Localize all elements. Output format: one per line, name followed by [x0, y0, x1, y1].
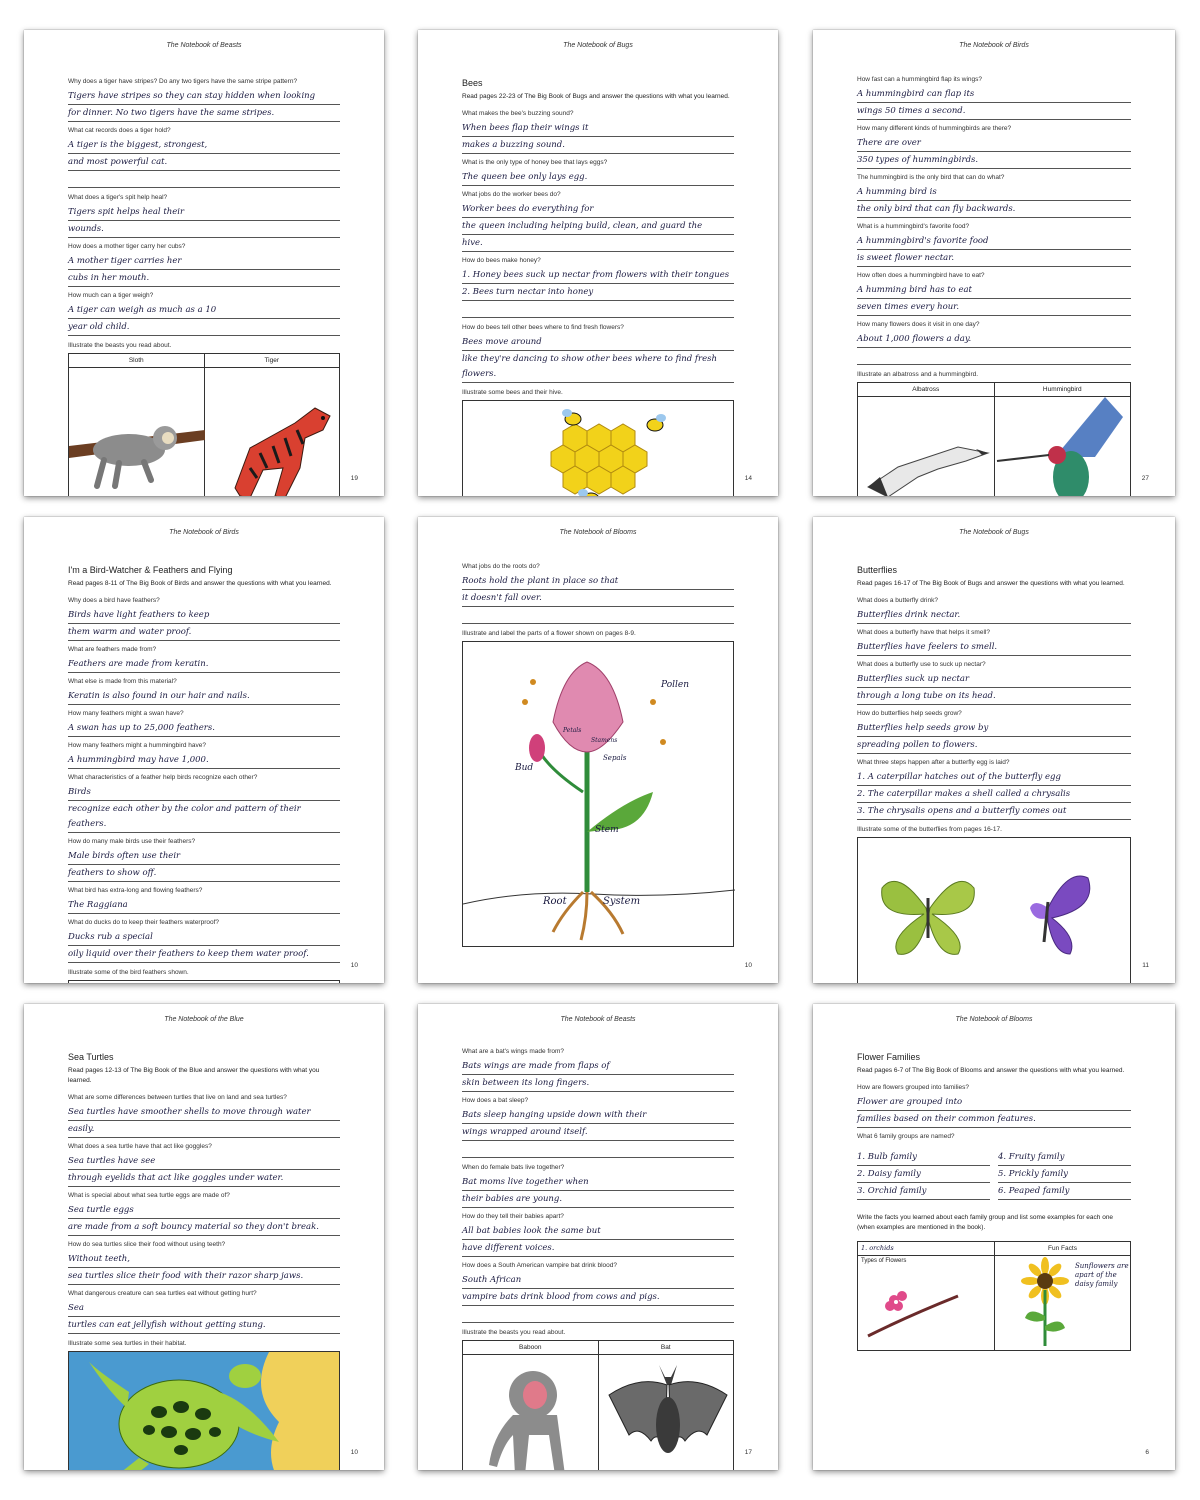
question: What bird has extra-long and flowing feathers?: [68, 887, 203, 894]
section-title: I'm a Bird-Watcher & Feathers and Flying: [68, 565, 233, 575]
illustrate-prompt: Illustrate some of the bird feathers shown.: [68, 969, 189, 976]
section-title: Sea Turtles: [68, 1052, 114, 1062]
bees-hive-drawing: [463, 401, 733, 496]
facts-instructions: Write the facts you learned about each family group and list some examples for each one (when examples are mentioned in the book).: [857, 1214, 1114, 1231]
cell-heading: Bat: [599, 1341, 734, 1355]
page-header: The Notebook of Beasts: [166, 42, 242, 49]
answer-line: the queen including helping build, clean, and guard the: [462, 219, 734, 235]
intro-text: Read pages 16-17 of The Big Book of Bugs and answer the questions with what you learned.: [857, 580, 1125, 587]
illustration-cell: [463, 1341, 599, 1470]
answer-line: Sea turtles have see: [68, 1154, 340, 1170]
answer-line: spreading pollen to flowers.: [857, 738, 1131, 754]
question: How do bees make honey?: [462, 257, 541, 264]
page-number: 17: [744, 1449, 752, 1456]
answer-line: Bat moms live together when: [462, 1175, 734, 1191]
tiger-drawing: [205, 368, 340, 496]
answer-line: Sea: [68, 1301, 340, 1317]
answer-line: Butterflies have feelers to smell.: [857, 640, 1131, 656]
page-header: The Notebook of Birds: [959, 42, 1029, 49]
page-header: The Notebook of Bugs: [959, 529, 1029, 536]
answer-line: Birds have light feathers to keep: [68, 608, 340, 624]
answer-line: and most powerful cat.: [68, 155, 340, 171]
answer-line: Bats sleep hanging upside down with their: [462, 1108, 734, 1124]
intro-text: Read pages 6-7 of The Big Book of Blooms and answer the questions with what you learned.: [857, 1067, 1125, 1074]
page-header: The Notebook of Bugs: [563, 42, 633, 49]
question: Why does a tiger have stripes? Do any two tigers have the same stripe pattern?: [68, 78, 298, 85]
question: What jobs do the roots do?: [462, 563, 540, 570]
family-facts-table: [857, 1241, 1131, 1351]
answer-line: Butterflies suck up nectar: [857, 672, 1131, 688]
illustration-box: [462, 1340, 734, 1470]
answer-line: makes a buzzing sound.: [462, 138, 734, 154]
illustrate-prompt: Illustrate some sea turtles in their habitat.: [68, 1340, 187, 1347]
question: What do ducks do to keep their feathers waterproof?: [68, 919, 220, 926]
question: What dangerous creature can sea turtles eat without getting hurt?: [68, 1290, 257, 1297]
answer-line: cubs in her mouth.: [68, 271, 340, 287]
answer-line: The Raggiana: [68, 898, 340, 914]
notebook-page-flower-families: [813, 1004, 1175, 1470]
question: Why does a bird have feathers?: [68, 597, 160, 604]
diagram-label: Bud: [515, 763, 534, 773]
answer-line: for dinner. No two tigers have the same stripes.: [68, 106, 340, 122]
answer-line: the only bird that can fly backwards.: [857, 202, 1131, 218]
illustration-box: [857, 382, 1131, 496]
answer-line: turtles can eat jellyfish without getting stung.: [68, 1318, 340, 1334]
notebook-page-hummingbird: [813, 30, 1175, 496]
blank-line: [462, 302, 734, 318]
diagram-label: Petals: [563, 727, 582, 734]
diagram-label: System: [603, 896, 641, 907]
answer-line: Feathers are made from keratin.: [68, 657, 340, 673]
answer-line: A hummingbird may have 1,000.: [68, 753, 340, 769]
answer-line: wings 50 times a second.: [857, 104, 1131, 120]
illustrate-prompt: Illustrate some of the butterflies from pages 16-17.: [857, 826, 1002, 833]
answer-line: sea turtles slice their food with their razor sharp jaws.: [68, 1269, 340, 1285]
notebook-page-feathers: [24, 517, 384, 983]
question: How many feathers might a hummingbird have?: [68, 742, 207, 749]
albatross-drawing: [858, 397, 994, 496]
answer-line: Roots hold the plant in place so that: [462, 574, 734, 590]
answer-line: About 1,000 flowers a day.: [857, 332, 1131, 348]
answer-line: wounds.: [68, 222, 340, 238]
question: What makes the bee's buzzing sound?: [462, 110, 574, 117]
answer-line: Male birds often use their: [68, 849, 340, 865]
answer-line: Bees move around: [462, 335, 734, 351]
answer-line: them warm and water proof.: [68, 625, 340, 641]
blank-line: [462, 608, 734, 624]
answer-line: A swan has up to 25,000 feathers.: [68, 721, 340, 737]
illustrate-prompt: Illustrate some bees and their hive.: [462, 389, 563, 396]
question: What three steps happen after a butterfly egg is laid?: [857, 759, 1010, 766]
answer-line: Bats wings are made from flaps of: [462, 1059, 734, 1075]
question: What does a butterfly have that helps it smell?: [857, 629, 990, 636]
page-number: 11: [1142, 962, 1149, 969]
fun-fact-note: Sunflowers are apart of the daisy family: [1075, 1262, 1129, 1288]
blank-line: [857, 349, 1131, 365]
illustration-cell: [205, 354, 340, 496]
answer-line: through a long tube on its head.: [857, 689, 1131, 705]
illustration-cell: [995, 383, 1131, 496]
answer-line: A hummingbird's favorite food: [857, 234, 1131, 250]
question: What are a bat's wings made from?: [462, 1048, 565, 1055]
answer-line: have different voices.: [462, 1241, 734, 1257]
family-item: 2. Daisy family: [857, 1167, 990, 1183]
page-header: The Notebook of Blooms: [559, 529, 637, 536]
answer-line: South African: [462, 1273, 734, 1289]
question: How does a bat sleep?: [462, 1097, 529, 1104]
question: How do butterflies help seeds grow?: [857, 710, 962, 717]
answer-line: 350 types of hummingbirds.: [857, 153, 1131, 169]
cell-heading: 1. orchids: [858, 1242, 994, 1256]
family-item: 5. Prickly family: [998, 1167, 1131, 1183]
question: How fast can a hummingbird flap its wings?: [857, 76, 983, 83]
page-number: 19: [350, 475, 358, 482]
illustration-box: [68, 1351, 340, 1470]
question: What jobs do the worker bees do?: [462, 191, 561, 198]
notebook-page-bees: [418, 30, 778, 496]
answer-line: Sea turtle eggs: [68, 1203, 340, 1219]
cell-heading: Hummingbird: [995, 383, 1131, 397]
answer-line: Sea turtles have smoother shells to move through water: [68, 1105, 340, 1121]
intro-text: Read pages 22-23 of The Big Book of Bugs and answer the questions with what you learned.: [462, 93, 730, 100]
question: What does a tiger's spit help heal?: [68, 194, 168, 201]
answer-line: recognize each other by the color and pattern of their feathers.: [68, 802, 340, 833]
illustration-box: [68, 353, 340, 496]
question: What characteristics of a feather help birds recognize each other?: [68, 774, 258, 781]
question: The hummingbird is the only bird that can do what?: [857, 174, 1005, 181]
answer-line: 1. Honey bees suck up nectar from flowers with their tongues: [462, 268, 734, 284]
answer-line: Flower are grouped into: [857, 1095, 1131, 1111]
notebook-page-sea-turtles: [24, 1004, 384, 1470]
answer-line: it doesn't fall over.: [462, 591, 734, 607]
answer-line: There are over: [857, 136, 1131, 152]
page-number: 10: [350, 1449, 358, 1456]
table-column-facts: [995, 1242, 1130, 1350]
blank-line: [68, 172, 340, 188]
bat-drawing: [599, 1355, 734, 1470]
illustration-cell: [69, 354, 205, 496]
intro-text: Read pages 8-11 of The Big Book of Birds and answer the questions with what you learned.: [68, 580, 332, 587]
answer-line: wings wrapped around itself.: [462, 1125, 734, 1141]
cell-heading: Tiger: [205, 354, 340, 368]
question: How does a South American vampire bat drink blood?: [462, 1262, 618, 1269]
page-number: 6: [1145, 1449, 1149, 1456]
answer-line: Butterflies drink nectar.: [857, 608, 1131, 624]
answer-line: 2. The caterpillar makes a shell called a chrysalis: [857, 787, 1131, 803]
flower-diagram-drawing: [463, 642, 735, 944]
answer-line: When bees flap their wings it: [462, 121, 734, 137]
answer-line: Ducks rub a special: [68, 930, 340, 946]
page-number: 27: [1141, 475, 1149, 482]
question: What 6 family groups are named?: [857, 1133, 955, 1140]
question: What does a butterfly drink?: [857, 597, 938, 604]
answer-line: hive.: [462, 236, 734, 252]
illustrate-prompt: Illustrate the beasts you read about.: [68, 342, 172, 349]
family-list: [857, 1150, 1131, 1201]
section-title: Bees: [462, 78, 483, 88]
answer-line: All bat babies look the same but: [462, 1224, 734, 1240]
answer-line: 3. The chrysalis opens and a butterfly comes out: [857, 804, 1131, 820]
family-item: 3. Orchid family: [857, 1184, 990, 1200]
question: What else is made from this material?: [68, 678, 177, 685]
page-header: The Notebook of the Blue: [164, 1016, 244, 1023]
answer-line: feathers to show off.: [68, 866, 340, 882]
orchid-branch-drawing: [858, 1266, 994, 1346]
sloth-drawing: [69, 368, 204, 496]
illustration-box: [462, 400, 734, 496]
notebook-page-bats: [418, 1004, 778, 1470]
cell-heading: Baboon: [463, 1341, 598, 1355]
question: What is special about what sea turtle eggs are made of?: [68, 1192, 230, 1199]
illustration-cell: [599, 1341, 734, 1470]
notebook-page-beasts-tiger: [24, 30, 384, 496]
answer-line: Birds: [68, 785, 340, 801]
page-number: 10: [744, 962, 752, 969]
page-header: The Notebook of Beasts: [560, 1016, 636, 1023]
answer-line: 1. A caterpillar hatches out of the butterfly egg: [857, 770, 1131, 786]
diagram-label: Pollen: [661, 680, 689, 690]
sea-turtle-drawing: [69, 1352, 339, 1470]
baboon-drawing: [463, 1355, 598, 1470]
intro-text: Read pages 12-13 of The Big Book of the Blue and answer the questions with what you learned.: [68, 1067, 320, 1084]
answer-line: year old child.: [68, 320, 340, 336]
hummingbird-drawing: [995, 397, 1131, 496]
table-column-types: [858, 1242, 995, 1350]
question: What is the only type of honey bee that lays eggs?: [462, 159, 608, 166]
page-header: The Notebook of Blooms: [955, 1016, 1033, 1023]
illustrate-prompt: Illustrate an albatross and a hummingbird.: [857, 371, 979, 378]
cell-heading: Albatross: [858, 383, 994, 397]
answer-line: Keratin is also found in our hair and nails.: [68, 689, 340, 705]
answer-line: Without teeth,: [68, 1252, 340, 1268]
answer-line: their babies are young.: [462, 1192, 734, 1208]
blank-line: [462, 1142, 734, 1158]
page-number: 14: [744, 475, 752, 482]
answer-line: A tiger can weigh as much as a 10: [68, 303, 340, 319]
answer-line: skin between its long fingers.: [462, 1076, 734, 1092]
question: What are feathers made from?: [68, 646, 157, 653]
feathers-drawing: [69, 981, 339, 983]
question: How much can a tiger weigh?: [68, 292, 154, 299]
answer-line: through eyelids that act like goggles under water.: [68, 1171, 340, 1187]
answer-line: A humming bird is: [857, 185, 1131, 201]
family-item: 1. Bulb family: [857, 1150, 990, 1166]
notebook-page-butterflies: [813, 517, 1175, 983]
question: How many feathers might a swan have?: [68, 710, 184, 717]
page-header: The Notebook of Birds: [169, 529, 239, 536]
question: How often does a hummingbird have to eat?: [857, 272, 985, 279]
question: How do bees tell other bees where to find fresh flowers?: [462, 324, 624, 331]
question: How do many male birds use their feathers?: [68, 838, 196, 845]
answer-line: The queen bee only lays egg.: [462, 170, 734, 186]
question: How do they tell their babies apart?: [462, 1213, 564, 1220]
illustration-cell: [858, 383, 995, 496]
question: What is a hummingbird's favorite food?: [857, 223, 970, 230]
family-item: 4. Fruity family: [998, 1150, 1131, 1166]
illustrate-prompt: Illustrate and label the parts of a flower shown on pages 8-9.: [462, 630, 636, 637]
butterflies-drawing: [858, 838, 1132, 982]
question: How do sea turtles slice their food without using teeth?: [68, 1241, 226, 1248]
question: What cat records does a tiger hold?: [68, 127, 171, 134]
diagram-label: Sepals: [603, 754, 627, 762]
question: How are flowers grouped into families?: [857, 1084, 969, 1091]
question: How does a mother tiger carry her cubs?: [68, 243, 186, 250]
family-item: 6. Peaped family: [998, 1184, 1131, 1200]
answer-line: seven times every hour.: [857, 300, 1131, 316]
answer-line: easily.: [68, 1122, 340, 1138]
diagram-label: Root: [543, 896, 567, 907]
page-number: 10: [350, 962, 358, 969]
cell-heading: Sloth: [69, 354, 204, 368]
question: What does a sea turtle have that act like goggles?: [68, 1143, 212, 1150]
section-title: Butterflies: [857, 565, 898, 575]
notebook-page-flower-parts: [418, 517, 778, 983]
cell-heading: Fun Facts: [995, 1242, 1130, 1256]
answer-line: A humming bird has to eat: [857, 283, 1131, 299]
answer-line: oily liquid over their feathers to keep them water proof.: [68, 947, 340, 963]
blank-line: [462, 1307, 734, 1323]
illustrate-prompt: Illustrate the beasts you read about.: [462, 1329, 566, 1336]
answer-line: A tiger is the biggest, strongest,: [68, 138, 340, 154]
answer-line: are made from a soft bouncy material so they don't break.: [68, 1220, 340, 1236]
question: What does a butterfly use to suck up nectar?: [857, 661, 986, 668]
diagram-label: Stamens: [591, 737, 618, 744]
answer-line: Tigers have stripes so they can stay hidden when looking: [68, 89, 340, 105]
section-title: Flower Families: [857, 1052, 921, 1062]
illustration-box: [857, 837, 1131, 983]
answer-line: vampire bats drink blood from cows and pigs.: [462, 1290, 734, 1306]
question: How many flowers does it visit in one day?: [857, 321, 980, 328]
cell-subheading: Types of Flowers: [861, 1258, 907, 1264]
question: When do female bats live together?: [462, 1164, 565, 1171]
illustration-box: [68, 980, 340, 983]
answer-line: Worker bees do everything for: [462, 202, 734, 218]
answer-line: A mother tiger carries her: [68, 254, 340, 270]
answer-line: is sweet flower nectar.: [857, 251, 1131, 267]
answer-line: Tigers spit helps heal their: [68, 205, 340, 221]
answer-line: like they're dancing to show other bees where to find fresh flowers.: [462, 352, 734, 383]
answer-line: 2. Bees turn nectar into honey: [462, 285, 734, 301]
question: What are some differences between turtles that live on land and sea turtles?: [68, 1094, 287, 1101]
diagram-label: Stem: [595, 825, 619, 835]
question: How many different kinds of hummingbirds are there?: [857, 125, 1012, 132]
answer-line: Butterflies help seeds grow by: [857, 721, 1131, 737]
illustration-box: [462, 641, 734, 947]
answer-line: A hummingbird can flap its: [857, 87, 1131, 103]
answer-line: families based on their common features.: [857, 1112, 1131, 1128]
